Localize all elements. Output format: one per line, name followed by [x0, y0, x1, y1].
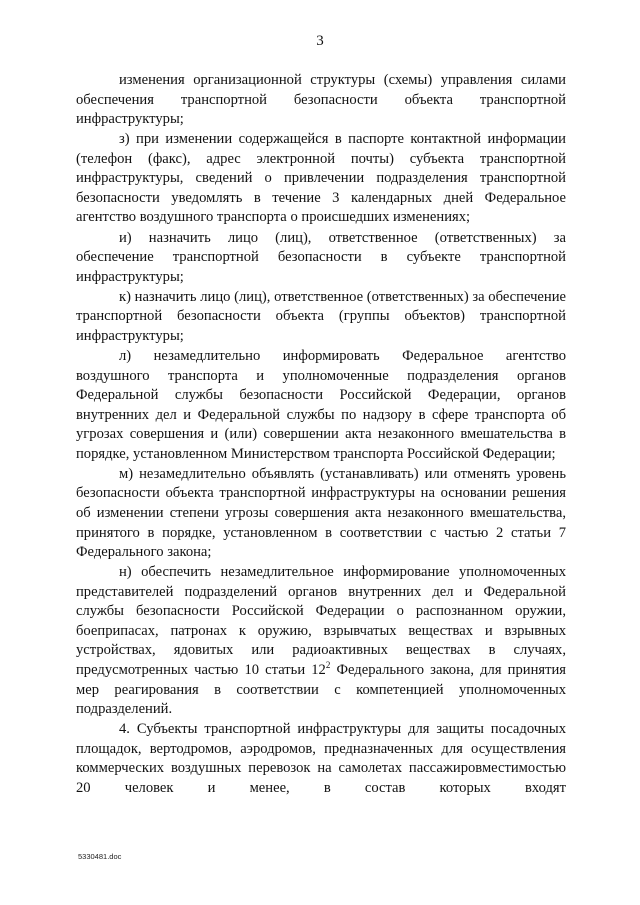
paragraph-4: 4. Субъекты транспортной инфраструктуры для защиты посадочных площадок, вертодромов, аэродромов, предназначенных для осуществления коммерческих воздушных перевозок на самолетах пассажировместимостью 20 человек и менее, в состав которых входят	[76, 721, 566, 796]
paragraph-m: м) незамедлительно объявлять (устанавливать) или отменять уровень безопасности объекта транспортной инфраструктуры на основании решения об изменении степени угрозы совершения акта незаконного вмешательства, принятого в порядке, установленном в соответствии с частью 2 статьи 7 Федерального закона;	[76, 465, 566, 561]
paragraph-continuation: изменения организационной структуры (схемы) управления силами обеспечения транспортной безопасности объекта транспортной инфраструктуры;	[76, 72, 566, 128]
page-number: 3	[316, 33, 324, 49]
paragraph-l: л) незамедлительно информировать Федеральное агентство воздушного транспорта и уполномоченные подразделения органов Федеральной службы безопасности Российской Федерации, органов внутренних дел и Федеральной службы по надзору в сфере транспорта об угрозах совершения и (или) совершении акта незаконного вмешательства в порядке, установленном Министерством транспорта Российской Федерации;	[76, 348, 566, 462]
footer-filename: 5330481.doc	[78, 852, 122, 861]
paragraph-n-text-end: Федерального закона, для принятия мер реагирования в соответствии с компетенцией уполномоченных подразделений.	[76, 661, 566, 718]
paragraph-z: з) при изменении содержащейся в паспорте контактной информации (телефон (факс), адрес электронной почты) субъекта транспортной инфраструктуры, сведений о привлечении подразделения транспортной безопасности уведомлять в течение 3 календарных дней Федеральное агентство воздушного транспорта о происшедших изменениях;	[76, 131, 566, 226]
paragraph-n-text: н) обеспечить незамедлительное информирование уполномоченных представителей подразделений органов внутренних дел и Федеральной службы безопасности Российской Федерации о распознанном оружии, боеприпасах, патронах к оружию, взрывчатых веществах и взрывных устройствах, ядовитых или радиоактивных веществах в случаях, предусмотренных частью 10 статьи 12	[76, 564, 566, 678]
document-body	[76, 71, 566, 799]
paragraph-i: и) назначить лицо (лиц), ответственное (ответственных) за обеспечение транспортной безопасности в субъекте транспортной инфраструктуры;	[76, 229, 566, 285]
superscript-2: 2	[325, 659, 331, 670]
paragraph-k: к) назначить лицо (лиц), ответственное (ответственных) за обеспечение транспортной безопасности объекта (группы объектов) транспортной инфраструктуры;	[76, 288, 566, 344]
paragraph-n	[76, 563, 566, 719]
